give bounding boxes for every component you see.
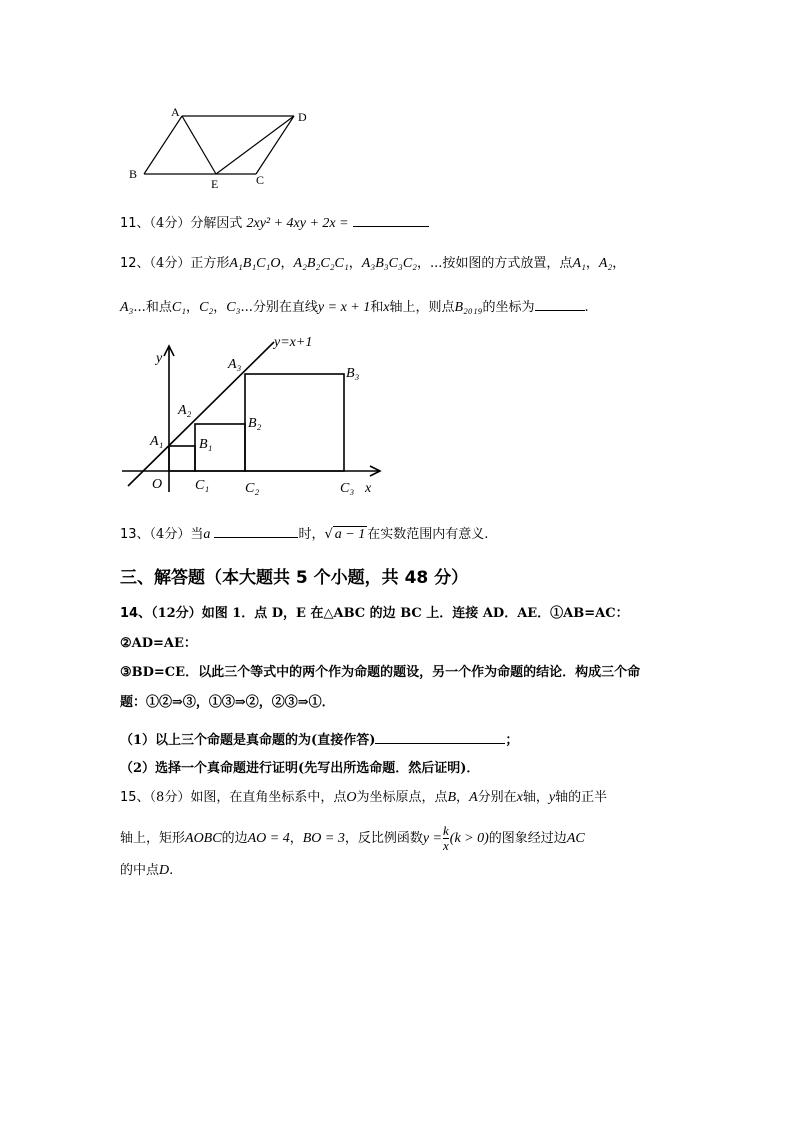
q15-text-1c: ， [456, 790, 470, 805]
q12-sep-4: ， [612, 256, 626, 271]
q15-text-2d: ，反比例函数 [344, 831, 423, 846]
question-14-part1 [120, 729, 518, 751]
line-y-equals-x-plus-1 [128, 342, 274, 486]
q14-part1-answer-blank[interactable] [375, 729, 505, 744]
q13-text-a: 当 [190, 527, 204, 542]
square-1 [169, 446, 195, 471]
q15-function-lhs: y = [422, 831, 443, 846]
q15-fraction-denominator: x [443, 838, 449, 853]
fig-axis-y: y [156, 351, 163, 366]
q12-sep-3: ， [585, 256, 599, 271]
q15-text-2c: ， [289, 831, 303, 846]
q15-edge-AC: AC [566, 831, 585, 846]
fig-A2: A₂ [178, 403, 192, 418]
q12-sep-6: ， [213, 300, 227, 315]
q13-sqrt-expression: a − 1 [334, 527, 366, 542]
question-13 [120, 523, 488, 545]
label-A: A [171, 105, 180, 119]
q12-text-e: 和 [370, 300, 384, 315]
q11-number: 11、 [120, 216, 150, 231]
question-14-part2: （2）选择一个真命题进行证明(先写出所选命题．然后证明)． [120, 761, 480, 776]
question-14-line4: 题：①②⇒③，①③⇒②，②③⇒①． [120, 695, 335, 710]
fig-A1: A₁ [150, 434, 164, 449]
q12-sep-1: ， [280, 256, 294, 271]
q15-text-2e: 的图象经过边 [488, 831, 567, 846]
section-3-heading: 三、解答题（本大题共 5 个小题，共 48 分） [120, 568, 469, 588]
fig-A3: A₃ [228, 357, 242, 372]
fig-B1: B₁ [199, 437, 213, 452]
q15-text-1a: 如图，在直角坐标系中，点 [190, 790, 347, 805]
question-14-line2: ②AD=AE： [120, 636, 197, 651]
q11-answer-blank[interactable] [353, 212, 429, 227]
q12-text-d: ...分别在直线 [240, 300, 318, 315]
q13-answer-blank[interactable] [214, 523, 298, 538]
q12-square-3: A₃B₃C₃C₂ [361, 256, 418, 271]
q15-point-D: D [159, 863, 170, 878]
q15-fraction [443, 824, 449, 853]
segment-AB [144, 116, 182, 174]
q12-point-A1: A₁ [572, 256, 586, 271]
fig-line-label: y=x+1 [274, 335, 313, 350]
fig-axis-x: x [365, 481, 372, 496]
question-15-line2 [120, 824, 585, 853]
q12-points: （4分） [149, 256, 191, 271]
fig-C2: C₂ [245, 481, 260, 496]
q12-end: . [584, 300, 589, 315]
q12-axis-x: x [383, 300, 390, 315]
q15-fraction-numerator: k [443, 823, 449, 838]
q15-text-1b: 为坐标原点，点 [356, 790, 448, 805]
q12-square-2: A₂B₂C₂C₁ [293, 256, 349, 271]
question-12-line1 [120, 254, 625, 274]
q12-point-C3: C₃ [226, 300, 241, 315]
q12-text-a: 正方形 [190, 256, 230, 271]
q15-ao: AO = 4 [247, 831, 290, 846]
q15-text-2a: 轴上，矩形 [120, 831, 186, 846]
q14-part1-end: ； [505, 733, 519, 748]
q13-text-c: 在实数范围内有意义. [367, 527, 489, 542]
q12-text-c: ...和点 [133, 300, 172, 315]
label-C: C [256, 173, 265, 187]
q15-point-O: O [346, 790, 357, 805]
fig-origin: O [152, 477, 163, 492]
q14-line1: 如图 1．点 D，E 在△ABC 的边 BC 上．连接 AD．AE．①AB=AC： [201, 606, 629, 621]
label-D: D [298, 110, 307, 124]
q13-variable: a [203, 527, 211, 542]
q12-target-point: B₂₀₁₉ [454, 300, 483, 315]
question-15-line1 [120, 788, 607, 808]
q12-square-1: A₁B₁C₁O [229, 256, 281, 271]
question-11 [120, 212, 429, 234]
q15-number: 15、 [120, 790, 150, 805]
q15-text-1d: 分别在 [477, 790, 517, 805]
q12-text-g: 的坐标为 [482, 300, 535, 315]
q15-point-A: A [469, 790, 478, 805]
q12-text-f: 轴上，则点 [389, 300, 455, 315]
q12-point-C1: C₁ [171, 300, 187, 315]
q14-points: （12分） [151, 606, 202, 621]
q11-text: 分解因式 [190, 216, 243, 231]
q14-number: 14、 [120, 606, 152, 621]
q15-point-B: B [447, 790, 457, 805]
q15-axis-y: y [548, 790, 556, 805]
q12-answer-blank[interactable] [535, 296, 585, 311]
fig-B3: B₃ [346, 366, 360, 381]
q12-line-equation: y = x + 1 [317, 300, 371, 315]
q12-text-b: ，...按如图的方式放置，点 [417, 256, 573, 271]
q12-point-C2: C₂ [199, 300, 214, 315]
q13-text-b: 时， [298, 527, 325, 542]
q15-bo: BO = 3 [302, 831, 345, 846]
label-B: B [129, 167, 138, 181]
q12-point-A3: A₃ [120, 300, 134, 315]
q15-text-3b: . [169, 863, 174, 878]
q12-point-A2: A₂ [598, 256, 613, 271]
fig-C3: C₃ [340, 481, 355, 496]
segment-AE [182, 116, 216, 174]
q13-number: 13、 [120, 527, 150, 542]
segment-DC [256, 116, 294, 174]
q15-text-1f: 轴的正半 [555, 790, 608, 805]
question-14-line3: ③BD=CE．以此三个等式中的两个作为命题的题设，另一个作为命题的结论．构成三个命 [120, 665, 641, 680]
q15-axis-x: x [516, 790, 523, 805]
label-E: E [211, 177, 219, 191]
q15-text-1e: 轴， [522, 790, 549, 805]
question-14-line1 [120, 604, 629, 624]
q12-sep-2: ， [348, 256, 362, 271]
q13-sqrt: √ [324, 527, 333, 542]
q15-function-condition: (k > 0) [449, 831, 489, 846]
fig-C1: C₁ [195, 478, 210, 493]
q15-text-3a: 的中点 [120, 863, 160, 878]
question-15-line3 [120, 861, 173, 881]
q15-rectangle: AOBC [185, 831, 222, 846]
q15-text-2b: 的边 [221, 831, 248, 846]
question-12-line2 [120, 296, 589, 318]
q15-points: （8分） [149, 790, 191, 805]
q11-points: （4分） [149, 216, 191, 231]
q12-sep-5: ， [186, 300, 200, 315]
q14-part1-text: （1）以上三个命题是真命题的为(直接作答) [120, 733, 376, 748]
q12-number: 12、 [120, 256, 150, 271]
q11-expression: 2xy² + 4xy + 2x = [246, 216, 349, 231]
fig-B2: B₂ [248, 416, 262, 431]
parallelogram-figure [120, 100, 320, 195]
squares-figure [118, 332, 390, 500]
q13-points: （4分） [149, 527, 191, 542]
segment-DE [216, 116, 294, 174]
